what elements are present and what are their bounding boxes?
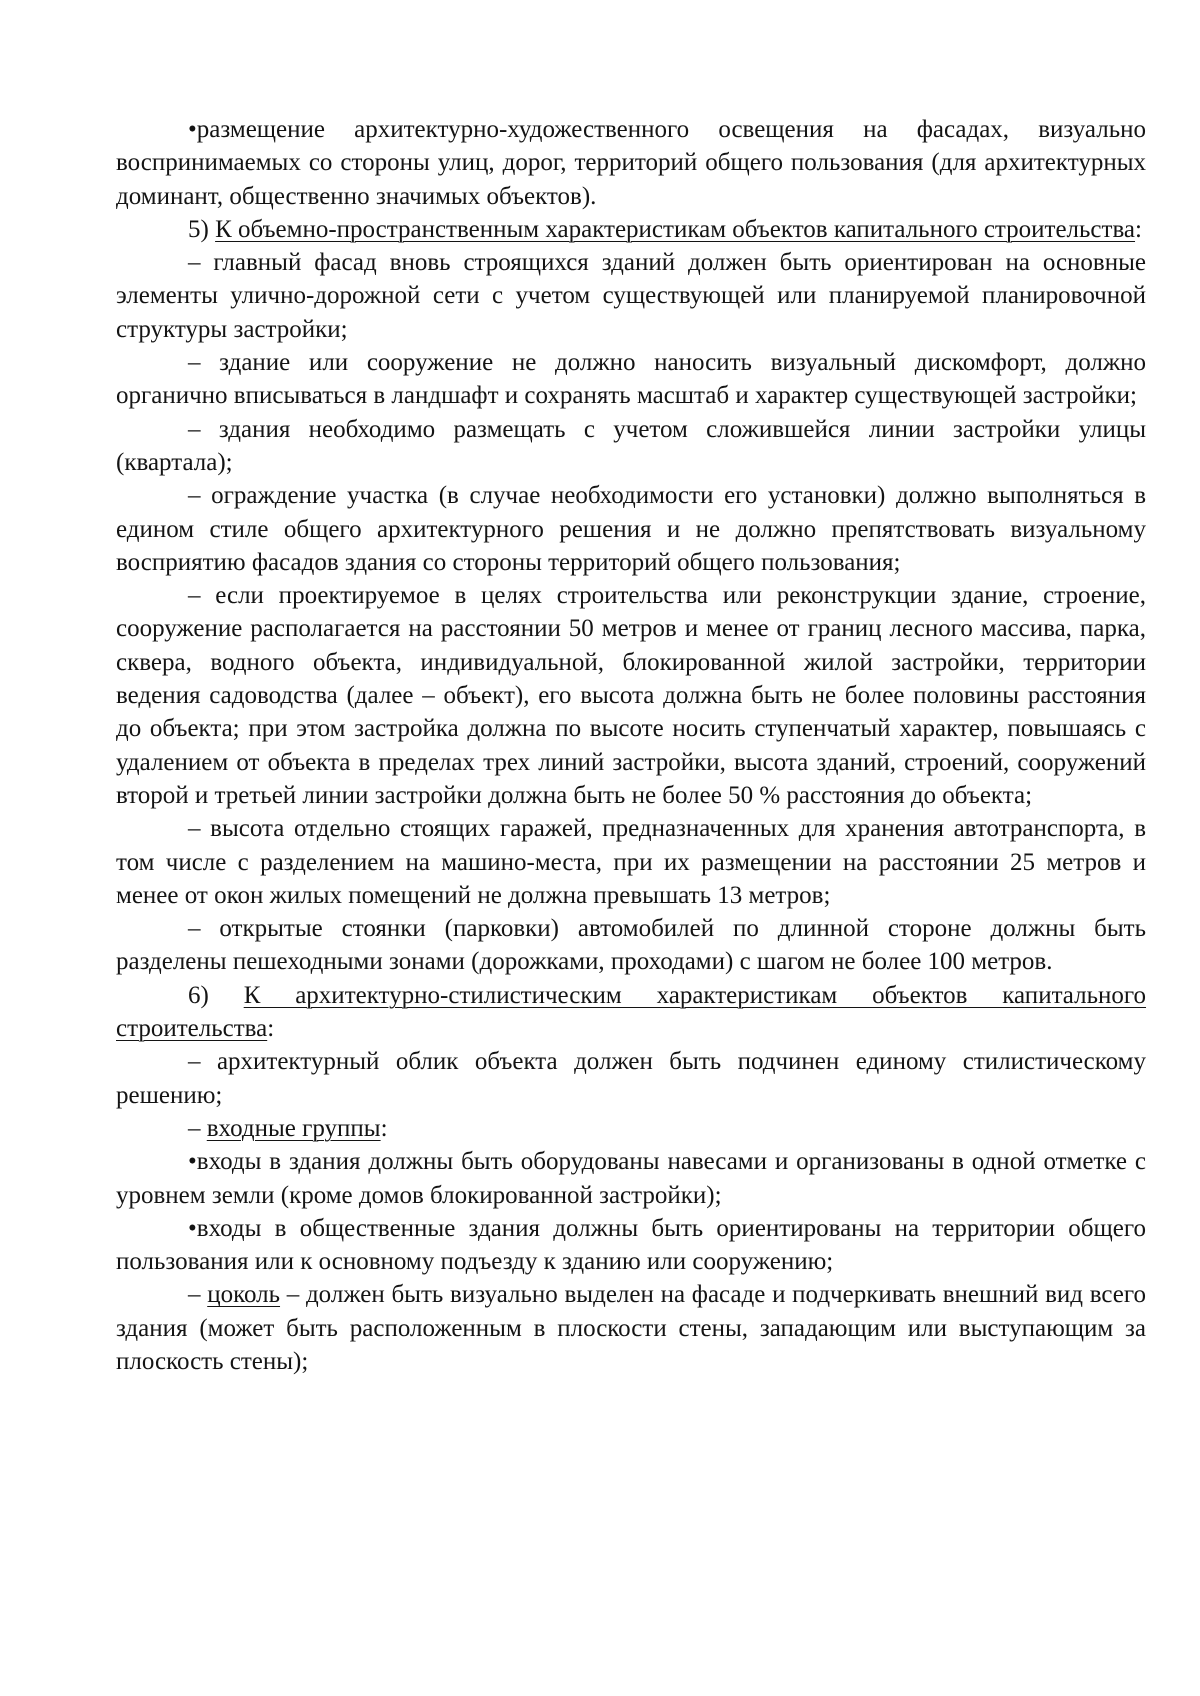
dash-marker: – — [188, 249, 214, 277]
section-title-underlined: К архитектурно-стилистическим характеристикам объектов капитального строительства — [116, 981, 1147, 1043]
paragraph-text: здание или сооружение не должно наносить визуальный дискомфорт, должно органично вписываться в ландшафт и сохранять масштаб и характер существующей застройки; — [116, 349, 1146, 410]
dash-marker: – — [188, 915, 220, 943]
dash-marker: – — [188, 1114, 207, 1142]
section-heading-5 — [116, 213, 1146, 246]
dash-marker: – — [188, 815, 211, 843]
bullet-marker: • — [188, 116, 197, 143]
paragraph-text: входы в здания должны быть оборудованы навесами и организованы в одной отметке с уровнем земли (кроме домов блокированной застройки); — [116, 1148, 1146, 1209]
section-title-underlined: К объемно-пространственным характеристикам объектов капитального строительства — [215, 215, 1136, 243]
paragraph-text: главный фасад вновь строящихся зданий должен быть ориентирован на основные элементы улично-дорожной сети с учетом существующей или планируемой планировочной структуры застройки; — [116, 249, 1146, 343]
dash-marker: – — [188, 1048, 217, 1076]
dash-marker: – — [188, 482, 212, 510]
paragraph-text: высота отдельно стоящих гаражей, предназначенных для хранения автотранспорта, в том числе с разделением на машино-места, при их размещении на расстоянии 25 метров и менее от окон жилых помещений не должна превышать 13 метров; — [116, 815, 1146, 909]
subheading-suffix: : — [380, 1114, 388, 1142]
paragraph-text: – должен быть визуально выделен на фасаде и подчеркивать внешний вид всего здания (может быть расположенным в плоскости стены, западающим или выступающим за плоскость стены); — [116, 1281, 1146, 1375]
paragraph-architectural-look — [116, 1045, 1146, 1112]
paragraph-text: здания необходимо размещать с учетом сложившейся линии застройки улицы (квартала); — [116, 415, 1147, 476]
paragraph-text: размещение архитектурно-художественного освещения на фасадах, визуально воспринимаемых со стороны улиц, дорог, территорий общего пользования (для архитектурных доминант, общественно значимых объектов). — [116, 116, 1146, 210]
paragraph-parking — [116, 912, 1146, 979]
paragraph-garages — [116, 812, 1146, 912]
bullet-marker: • — [188, 1148, 197, 1176]
section-title-suffix: : — [267, 1015, 275, 1043]
section-heading-6 — [116, 979, 1146, 1046]
dash-marker: – — [188, 582, 216, 610]
dash-marker: – — [188, 349, 220, 377]
dash-marker: – — [188, 1281, 208, 1309]
paragraph-facade-lighting — [116, 113, 1146, 213]
paragraph-height-limits — [116, 579, 1146, 812]
paragraph-plinth — [116, 1278, 1146, 1378]
paragraph-entrance-groups — [116, 1112, 1146, 1145]
paragraph-fencing — [116, 479, 1146, 579]
section-title-suffix: : — [1135, 215, 1142, 243]
subheading-underlined: входные группы — [206, 1114, 381, 1142]
paragraph-text: ограждение участка (в случае необходимости его установки) должно выполняться в едином стиле общего архитектурного решения и не должно препятствовать визуальному восприятию фасадов здания со стороны территорий общего пользования; — [116, 482, 1146, 576]
paragraph-text: если проектируемое в целях строительства или реконструкции здание, строение, сооружение располагается на расстоянии 50 метров и менее от границ лесного массива, парка, сквера, водного объекта, индивидуальной, блокированной жилой застройки, территории ведения садоводства (далее – объект), его высота должна быть не более половины расстояния до объекта; при этом застройка должна по высоте носить ступенчатый характер, повышаясь с удалением от объекта в пределах трех линий застройки, высота зданий, строений, сооружений второй и третьей линии застройки должна быть не более 50 % расстояния до объекта; — [116, 582, 1146, 809]
paragraph-public-entrances — [116, 1212, 1146, 1279]
paragraph-building-line — [116, 413, 1146, 480]
section-number: 6) — [188, 981, 244, 1009]
paragraph-text: входы в общественные здания должны быть ориентированы на территории общего пользования или к основному подъезду к зданию или сооружению; — [116, 1214, 1146, 1276]
bullet-marker: • — [188, 1214, 197, 1242]
paragraph-main-facade — [116, 246, 1146, 346]
paragraph-text: открытые стоянки (парковки) автомобилей по длинной стороне должны быть разделены пешеходными зонами (дорожками, проходами) с шагом не более 100 метров. — [116, 915, 1146, 976]
paragraph-visual-comfort — [116, 346, 1146, 413]
document-body — [116, 113, 1146, 1378]
paragraph-entrances-canopies — [116, 1145, 1146, 1212]
section-number: 5) — [188, 215, 216, 243]
paragraph-text: архитектурный облик объекта должен быть подчинен единому стилистическому решению; — [116, 1048, 1146, 1109]
dash-marker: – — [188, 415, 219, 443]
term-underlined: цоколь — [207, 1281, 281, 1309]
